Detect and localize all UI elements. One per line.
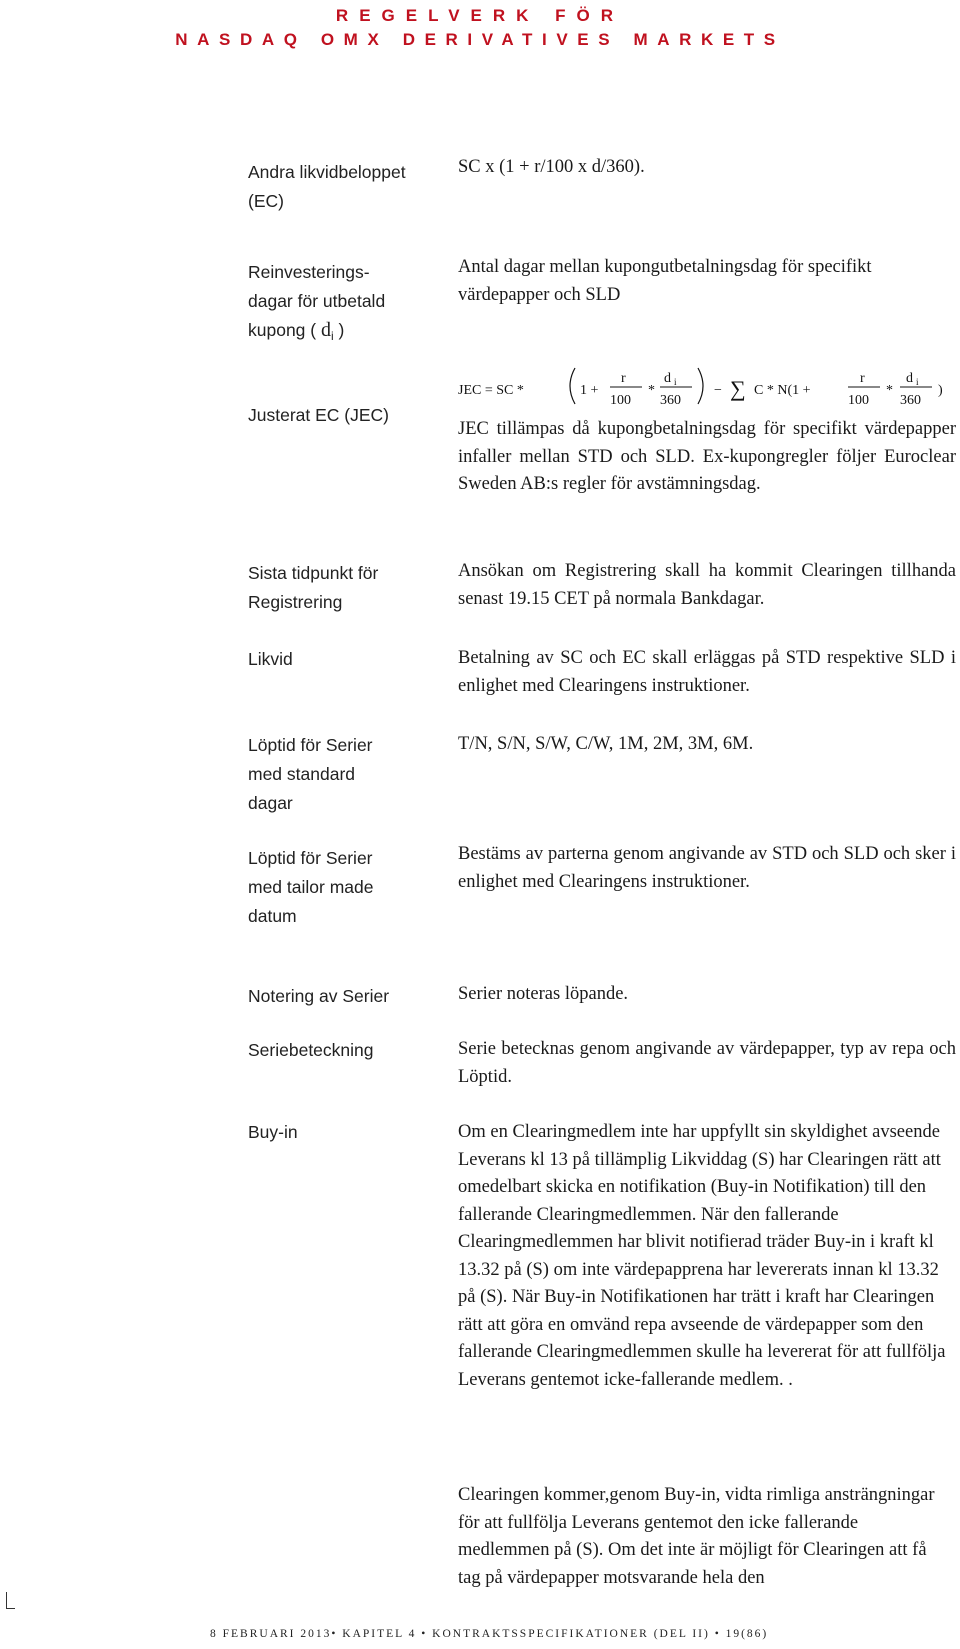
label-std-maturity: Löptid för Serier med standard dagar (248, 735, 373, 813)
formula-360-1: 360 (660, 393, 681, 408)
header-line-2: NASDAQ OMX DERIVATIVES MARKETS (175, 30, 785, 49)
label-reinvest-close: ) (338, 320, 345, 340)
formula-times2: * (886, 383, 893, 398)
formula-r2: r (860, 371, 865, 386)
formula-360-2: 360 (900, 393, 921, 408)
text-designation: Serie betecknas genom angivande av värdepapper, typ av repa och Löptid. (458, 1039, 956, 1087)
text-jec: JEC tillämpas då kupongbetalningsdag för specifikt värdepapper infaller mellan STD och SLD. Ex-kupongregler följer Euroclear Sweden AB:s regler för avstämningsdag. (458, 419, 956, 494)
formula-paren-right (698, 368, 703, 404)
label-tailor-maturity: Löptid för Serier med tailor made datum (248, 848, 374, 926)
formula-close: ) (938, 383, 943, 398)
formula-one-plus: 1 + (580, 383, 599, 398)
label-settlement: Likvid (248, 649, 293, 669)
text-settlement: Betalning av SC och EC skall erläggas på STD respektive SLD i enlighet med Clearingens instruktioner. (458, 648, 956, 696)
document-header (0, 4, 960, 52)
formula-100-2: 100 (848, 393, 869, 408)
formula-sum-part: C * N(1 + (754, 383, 811, 398)
formula-left: JEC = SC * (458, 383, 524, 398)
formula-r1: r (621, 371, 626, 386)
formula-100-1: 100 (610, 393, 631, 408)
formula-d2: d (906, 371, 913, 386)
label-buyin: Buy-in (248, 1122, 298, 1142)
page-footer: 8 FEBRUARI 2013• KAPITEL 4 • KONTRAKTSSPECIFIKATIONER (DEL II) • 19(86) (210, 1628, 769, 1640)
text-tailor-maturity: Bestäms av parterna genom angivande av STD och SLD och sker i enlighet med Clearingens instruktioner. (458, 844, 956, 892)
text-buyin-para1: Om en Clearingmedlem inte har uppfyllt sin skyldighet avseende Leverans kl 13 på tillämplig Likviddag (S) har Clearingen rätt att omedelbart skicka en notifikation (Buy-in Notifikation) till den fallerande Clearingmedlemmen. När den fallerande Clearingmedlemmen har blivit notifierad träder Buy-in i kraft kl 13.32 på (S) om inte värdepapprena har levererats innan kl 13.32 på (S). När Buy-in Notifikationen har trätt i kraft har Clearingen rätt att göra en omvänd repa avseende de värdepapper som den fallerande Clearingmedlemmen skulle ha levererat för att fullfölja Leverans gentemot icke-fallerande medlem. . (458, 1122, 946, 1390)
formula-times1: * (648, 383, 655, 398)
formula-paren-left (570, 368, 575, 404)
text-reinvest: Antal dagar mellan kupongutbetalningsdag för specifikt värdepapper och SLD (458, 257, 872, 305)
label-designation: Seriebeteckning (248, 1040, 374, 1060)
label-jec: Justerat EC (JEC) (248, 405, 389, 425)
text-std-maturity: T/N, S/N, S/W, C/W, 1M, 2M, 3M, 6M. (458, 734, 754, 754)
text-registration: Ansökan om Registrering skall ha kommit Clearingen tillhanda senast 19.15 CET på normala Bankdagar. (458, 561, 956, 609)
text-ec: SC x (1 + r/100 x d/360). (458, 157, 645, 177)
label-ec: Andra likvidbeloppet (EC) (248, 162, 406, 211)
formula-sub1: i (674, 377, 677, 387)
label-listing: Notering av Serier (248, 986, 390, 1006)
header-line-1: REGELVERK FÖR (335, 6, 625, 25)
formula-sum: ∑ (730, 376, 746, 401)
label-reinvest (248, 258, 398, 351)
jec-formula (458, 360, 958, 412)
text-buyin-para2: Clearingen kommer,genom Buy-in, vidta rimliga ansträngningar för att fullfölja Leverans gentemot den icke fallerande medlemmen på (S). Om det inte är möjligt för Clearingen att få tag på värdepapper motsvarande hela den (458, 1485, 935, 1588)
label-reinvest-sub: i (330, 329, 334, 343)
formula-minus: − (714, 383, 722, 398)
label-reinvest-text: Reinvesterings-dagar för utbetald kupong ( (248, 262, 386, 340)
formula-sub2: i (916, 377, 919, 387)
label-reinvest-var: d (320, 319, 331, 341)
formula-d1: d (664, 371, 671, 386)
label-registration: Sista tidpunkt för Registrering (248, 563, 379, 612)
text-listing: Serier noteras löpande. (458, 984, 629, 1004)
page-corner-mark (6, 1592, 15, 1609)
